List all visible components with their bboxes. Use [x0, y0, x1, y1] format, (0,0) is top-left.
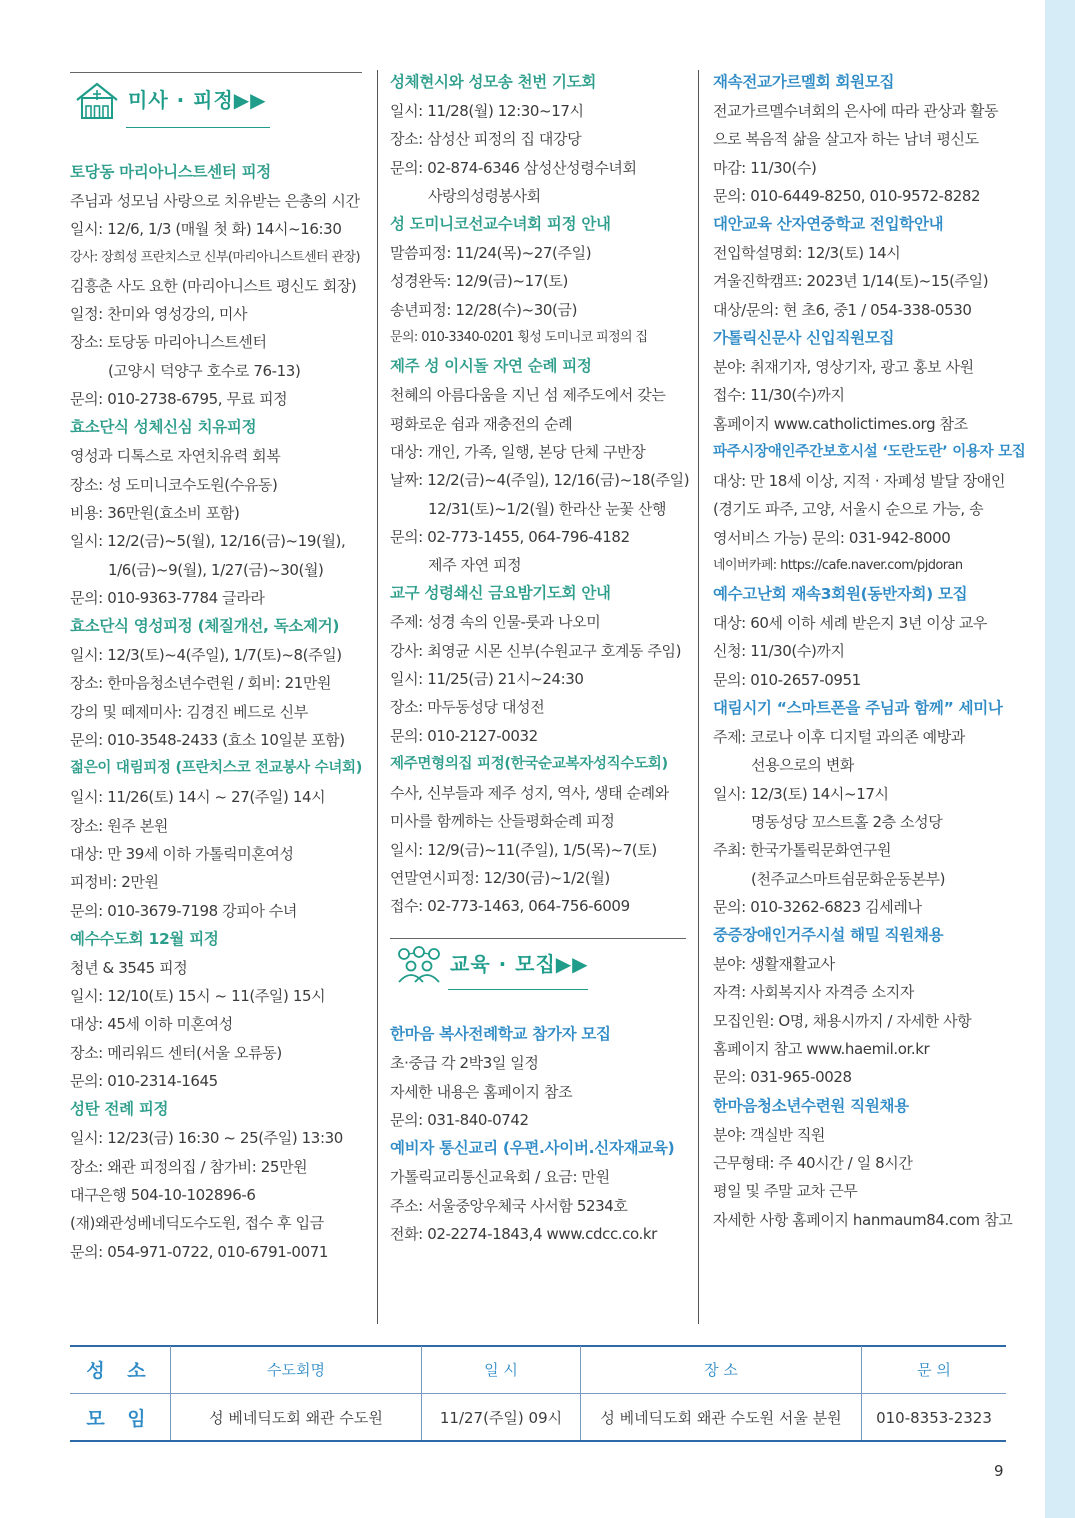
notice-line: 전입학설명회: 12/3(토) 14시	[713, 244, 901, 263]
notice-line: 영서비스 가능) 문의: 031-942-8000	[713, 528, 951, 547]
notice-line: 송년피정: 12/28(수)~30(금)	[390, 300, 578, 319]
notice-line: 1/6(금)~9(월), 1/27(금)~30(월)	[108, 560, 324, 579]
notice-title: 파주시장애인주간보호시설 ‘도란도란’ 이용자 모집	[713, 443, 1026, 460]
notice-line: 일시: 11/28(월) 12:30~17시	[390, 102, 584, 120]
people-group-icon	[394, 944, 444, 988]
notice-line: 평일 및 주말 교차 근무	[713, 1182, 858, 1201]
notice-line: 제주 자연 피정	[428, 556, 522, 575]
table-cell: 010-8353-2323	[876, 1408, 992, 1427]
notice-line: 주제: 코로나 이후 디지털 과의존 예방과	[713, 728, 965, 747]
notice-line: 강의 및 떼제미사: 김경진 베드로 신부	[70, 702, 308, 721]
notice-line: 대상/문의: 현 초6, 중1 / 054-338-0530	[713, 300, 972, 319]
notice-line: 일시: 12/3(토) 14시~17시	[713, 784, 889, 803]
notice-line: 근무형태: 주 40시간 / 일 8시간	[713, 1153, 913, 1172]
notice-line: 평화로운 쉼과 재충전의 순례	[390, 414, 573, 433]
table-row	[70, 1394, 1006, 1442]
column-divider	[698, 70, 699, 1324]
table-label-top: 성 소	[70, 1346, 171, 1394]
notice-line: 문의: 010-6449-8250, 010-9572-8282	[713, 186, 981, 205]
notice-line: (천주교스마트쉼문화운동본부)	[751, 869, 946, 888]
vocation-meeting-table	[70, 1346, 1006, 1441]
side-color-band	[1045, 0, 1075, 1518]
notice-line: 천혜의 아름다움을 지닌 섬 제주도에서 갖는	[390, 386, 666, 405]
church-house-icon	[74, 80, 120, 126]
table-cell: 성 베네딕도회 왜관 수도원	[171, 1394, 422, 1442]
notice-line: 문의: 010-2127-0032	[390, 726, 538, 745]
notice-line: 대상: 60세 이하 세례 받은지 3년 이상 교우	[713, 614, 988, 633]
notice-line: 일시: 11/26(토) 14시 ~ 27(주일) 14시	[70, 788, 326, 807]
notice-title: 중증장애인거주시설 해밀 직원채용	[713, 926, 944, 945]
table-header-row	[70, 1346, 1006, 1394]
notice-line: 대상: 45세 이하 미혼여성	[70, 1015, 233, 1034]
column-3	[713, 68, 1026, 1234]
section-title: 교육 · 모집▶▶	[450, 952, 589, 977]
notice-line: 피정비: 2만원	[70, 873, 159, 892]
table-header: 장 소	[581, 1346, 862, 1394]
notice-line: 가톨릭교리통신교육회 / 요금: 만원	[390, 1168, 610, 1187]
notice-line: 비용: 36만원(효소비 포함)	[70, 503, 240, 522]
notice-title: 예비자 통신교리 (우편.사이버.신자재교육)	[390, 1139, 675, 1158]
notice-title: 예수고난회 재속3회원(동반자회) 모집	[713, 585, 968, 604]
notice-line: 겨울진학캠프: 2023년 1/14(토)~15(주일)	[713, 272, 989, 291]
column-2	[390, 68, 690, 1248]
notice-line: 김흥춘 사도 요한 (마리아니스트 평신도 회장)	[70, 276, 357, 295]
notice-line: 성경완독: 12/9(금)~17(토)	[390, 272, 568, 291]
notice-title: 제주면형의집 피정(한국순교복자성직수도회)	[390, 755, 668, 772]
notice-item	[713, 580, 1009, 694]
notice-line: 분야: 생활재활교사	[713, 955, 835, 974]
table-cell: 11/27(주일) 09시	[422, 1394, 581, 1442]
notice-line: 장소: 마두동성당 대성전	[390, 698, 545, 717]
notice-item	[713, 324, 1009, 438]
notice-line: 수사, 신부들과 제주 성지, 역사, 생태 순례와	[390, 783, 669, 802]
notice-line: 전교가르멜수녀회의 은사에 따라 관상과 활동	[713, 102, 999, 120]
notice-line: 분야: 객실반 직원	[713, 1125, 826, 1144]
section-underline	[126, 127, 270, 128]
notice-line: 대상: 개인, 가족, 일행, 본당 단체 구반장	[390, 442, 646, 461]
table-header: 수도회명	[171, 1346, 422, 1394]
notice-title: 젊은이 대림피정 (프란치스코 전교봉사 수녀회)	[70, 760, 363, 777]
notice-title: 재속전교가르멜회 회원모집	[713, 73, 895, 91]
notice-line: 청년 & 3545 피정	[70, 958, 188, 977]
notice-line: 일시: 12/3(토)~4(주일), 1/7(토)~8(주일)	[70, 646, 342, 665]
notice-line: 문의: 010-3679-7198 강피아 수녀	[70, 901, 297, 920]
notice-line: 장소: 원주 본원	[70, 816, 168, 835]
notice-item	[713, 1092, 1013, 1234]
table-header: 문 의	[862, 1346, 1007, 1394]
notice-line: 문의: 010-3548-2433 (효소 10일분 포함)	[70, 731, 345, 750]
table-cell: 성 베네딕도회 왜관 수도원 서울 분원	[581, 1394, 862, 1442]
notice-item	[713, 921, 1009, 1091]
notice-title: 성 도미니코선교수녀회 피정 안내	[390, 215, 611, 234]
notice-line: 선용으로의 변화	[751, 756, 854, 775]
notice-title: 예수수도회 12월 피정	[70, 929, 219, 948]
notice-line: 대구은행 504-10-102896-6	[70, 1185, 256, 1204]
notice-line: 일시: 12/10(토) 15시 ~ 11(주일) 15시	[70, 987, 326, 1006]
notice-title: 효소단식 성체신심 치유피정	[70, 418, 257, 437]
notice-line: 문의: 031-840-0742	[390, 1111, 529, 1130]
notice-item	[390, 210, 686, 352]
notice-line: 자세한 사항 홈페이지 hanmaum84.com 참고	[713, 1210, 1013, 1229]
notice-title: 효소단식 영성피정 (체질개선, 독소제거)	[70, 617, 340, 636]
notice-line: 장소: 왜관 피정의집 / 참가비: 25만원	[70, 1157, 308, 1176]
notice-line: 대상: 만 18세 이상, 지적 · 자폐성 발달 장애인	[713, 471, 1006, 490]
notice-line: 연말연시피정: 12/30(금)~1/2(월)	[390, 868, 610, 887]
col2-item-list-top	[390, 68, 690, 920]
notice-line: (경기도 파주, 고양, 서울시 순으로 가능, 송	[713, 500, 984, 519]
notice-title: 대림시기 “스마트폰을 주님과 함께” 세미나	[713, 699, 1003, 718]
notice-line: 자세한 내용은 홈페이지 참조	[390, 1082, 573, 1101]
notice-title: 가톨릭신문사 신입직원모집	[713, 329, 895, 348]
notice-title: 대안교육 산자연중학교 전입학안내	[713, 215, 944, 234]
notice-line: 문의: 010-2314-1645	[70, 1072, 218, 1091]
notice-line: 홈페이지 www.catholictimes.org 참조	[713, 414, 968, 433]
notice-line: 장소: 메리워드 센터(서울 오류동)	[70, 1043, 282, 1062]
notice-line: 말씀피정: 11/24(목)~27(주일)	[390, 244, 592, 263]
notice-title: 성체현시와 성모송 천번 기도회	[390, 73, 597, 91]
notice-line: 접수: 02-773-1463, 064-756-6009	[390, 897, 630, 916]
table-bottom-rule	[70, 1440, 1006, 1442]
notice-line: 강사: 장희성 프란치스코 신부(마리아니스트센터 관장)	[70, 249, 360, 265]
notice-line: 마감: 11/30(수)	[713, 158, 817, 177]
section-header-mass-retreat	[70, 70, 362, 128]
col1-item-list	[70, 158, 362, 1266]
notice-line: 장소: 토당동 마리아니스트센터	[70, 333, 267, 352]
notice-line: 전화: 02-2274-1843,4 www.cdcc.co.kr	[390, 1224, 657, 1243]
column-divider	[377, 70, 378, 1324]
notice-item	[713, 68, 1009, 210]
section-header-education	[390, 936, 686, 990]
notice-line: 문의: 010-3340-0201 횡성 도미니코 피정의 집	[390, 330, 648, 346]
notice-line: 미사를 함께하는 산들평화순례 피정	[390, 812, 615, 831]
notice-line: 영성과 디톡스로 자연치유력 회복	[70, 447, 281, 466]
column-1	[70, 68, 362, 1266]
notice-line: 네이버카페: https://cafe.naver.com/pjdoran	[713, 557, 963, 573]
notice-line: 장소: 삼성산 피정의 집 대강당	[390, 130, 582, 149]
notice-line: 신청: 11/30(수)까지	[713, 642, 845, 661]
notice-line: 문의: 010-2738-6795, 무료 피정	[70, 390, 288, 409]
notice-line: 모집인원: O명, 채용시까지 / 자세한 사항	[713, 1011, 972, 1030]
notice-line: 자격: 사회복지사 자격증 소지자	[713, 983, 914, 1002]
section-top-rule	[70, 72, 362, 73]
notice-item	[70, 1095, 362, 1265]
notice-line: 문의: 054-971-0722, 010-6791-0071	[70, 1242, 329, 1261]
col2-item-list-bottom	[390, 1020, 686, 1248]
table-label-bottom: 모 임	[70, 1394, 171, 1442]
notice-line: 날짜: 12/2(금)~4(주일), 12/16(금)~18(주일)	[390, 471, 690, 490]
notice-item	[70, 925, 362, 1095]
notice-line: 으로 복음적 삶을 살고자 하는 남녀 평신도	[713, 130, 979, 149]
notice-title: 교구 성령쇄신 금요밤기도회 안내	[390, 584, 611, 603]
notice-line: 문의: 02-874-6346 삼성산성령수녀회	[390, 158, 637, 177]
notice-line: 일시: 12/2(금)~5(월), 12/16(금)~19(월),	[70, 532, 346, 551]
notice-item	[70, 612, 362, 754]
notice-line: 주소: 서울중앙우체국 사서함 5234호	[390, 1196, 628, 1215]
notice-line: 장소: 한마음청소년수련원 / 회비: 21만원	[70, 674, 332, 693]
notice-line: 초·중급 각 2박3일 일정	[390, 1054, 539, 1073]
notice-item	[390, 1134, 686, 1248]
notice-line: 일시: 12/9(금)~11(주일), 1/5(목)~7(토)	[390, 840, 657, 859]
notice-line: 강사: 최영균 시몬 신부(수원교구 호계동 주임)	[390, 641, 682, 660]
notice-title: 제주 성 이시돌 자연 순례 피정	[390, 357, 592, 376]
notice-title: 성탄 전례 피정	[70, 1100, 169, 1119]
notice-line: 문의: 010-2657-0951	[713, 670, 861, 689]
notice-line: 접수: 11/30(수)까지	[713, 386, 845, 405]
notice-line: 사랑의성령봉사회	[428, 186, 541, 205]
notice-line: 문의: 031-965-0028	[713, 1068, 852, 1087]
notice-line: 문의: 010-3262-6823 김세레나	[713, 897, 922, 916]
notice-line: 일시: 12/23(금) 16:30 ~ 25(주일) 13:30	[70, 1129, 343, 1148]
notice-item	[713, 694, 1009, 921]
notice-item	[390, 352, 690, 579]
notice-line: 주제: 성경 속의 인물-룻과 나오미	[390, 613, 601, 632]
notice-item	[390, 1020, 686, 1134]
notice-item	[70, 413, 362, 612]
notice-line: 문의: 010-9363-7784 글라라	[70, 588, 265, 607]
section-underline	[448, 989, 588, 990]
notice-title: 토당동 마리아니스트센터 피정	[70, 163, 271, 181]
notice-item	[713, 438, 1026, 580]
notice-line: 일시: 12/6, 1/3 (매월 첫 화) 14시~16:30	[70, 220, 342, 239]
notice-item	[390, 579, 686, 749]
notice-line: 대상: 만 39세 이하 가톨릭미혼여성	[70, 844, 294, 863]
notice-line: 홈페이지 참고 www.haemil.or.kr	[713, 1040, 930, 1059]
notice-line: (재)왜관성베네딕도수도원, 접수 후 입금	[70, 1214, 324, 1233]
notice-line: 12/31(토)~1/2(월) 한라산 눈꽃 산행	[428, 499, 667, 518]
notice-line: 주님과 성모님 사랑으로 치유받는 은총의 시간	[70, 192, 360, 210]
section-top-rule	[390, 938, 686, 939]
notice-item	[713, 210, 1009, 324]
col3-item-list	[713, 68, 1026, 1234]
notice-item	[70, 754, 362, 924]
notice-line: 일시: 11/25(금) 21시~24:30	[390, 670, 584, 689]
notice-title: 한마음청소년수련원 직원채용	[713, 1096, 909, 1115]
notice-item	[70, 158, 362, 413]
notice-line: 분야: 취재기자, 영상기자, 광고 홍보 사원	[713, 358, 974, 377]
notice-line: 주최: 한국가톨릭문화연구원	[713, 841, 892, 860]
notice-line: 장소: 성 도미니코수도원(수유동)	[70, 475, 278, 494]
section-title: 미사 · 피정▶▶	[128, 88, 267, 112]
notice-line: (고양시 덕양구 호수로 76-13)	[108, 361, 301, 380]
notice-item	[390, 750, 686, 920]
notice-line: 일정: 찬미와 영성강의, 미사	[70, 305, 248, 324]
notice-title: 한마음 복사전례학교 참가자 모집	[390, 1025, 611, 1044]
table-header: 일 시	[422, 1346, 581, 1394]
notice-line: 명동성당 꼬스트홀 2층 소성당	[751, 812, 943, 831]
page-number: 9	[994, 1462, 1004, 1480]
notice-line: 문의: 02-773-1455, 064-796-4182	[390, 527, 630, 546]
notice-item	[390, 68, 686, 210]
